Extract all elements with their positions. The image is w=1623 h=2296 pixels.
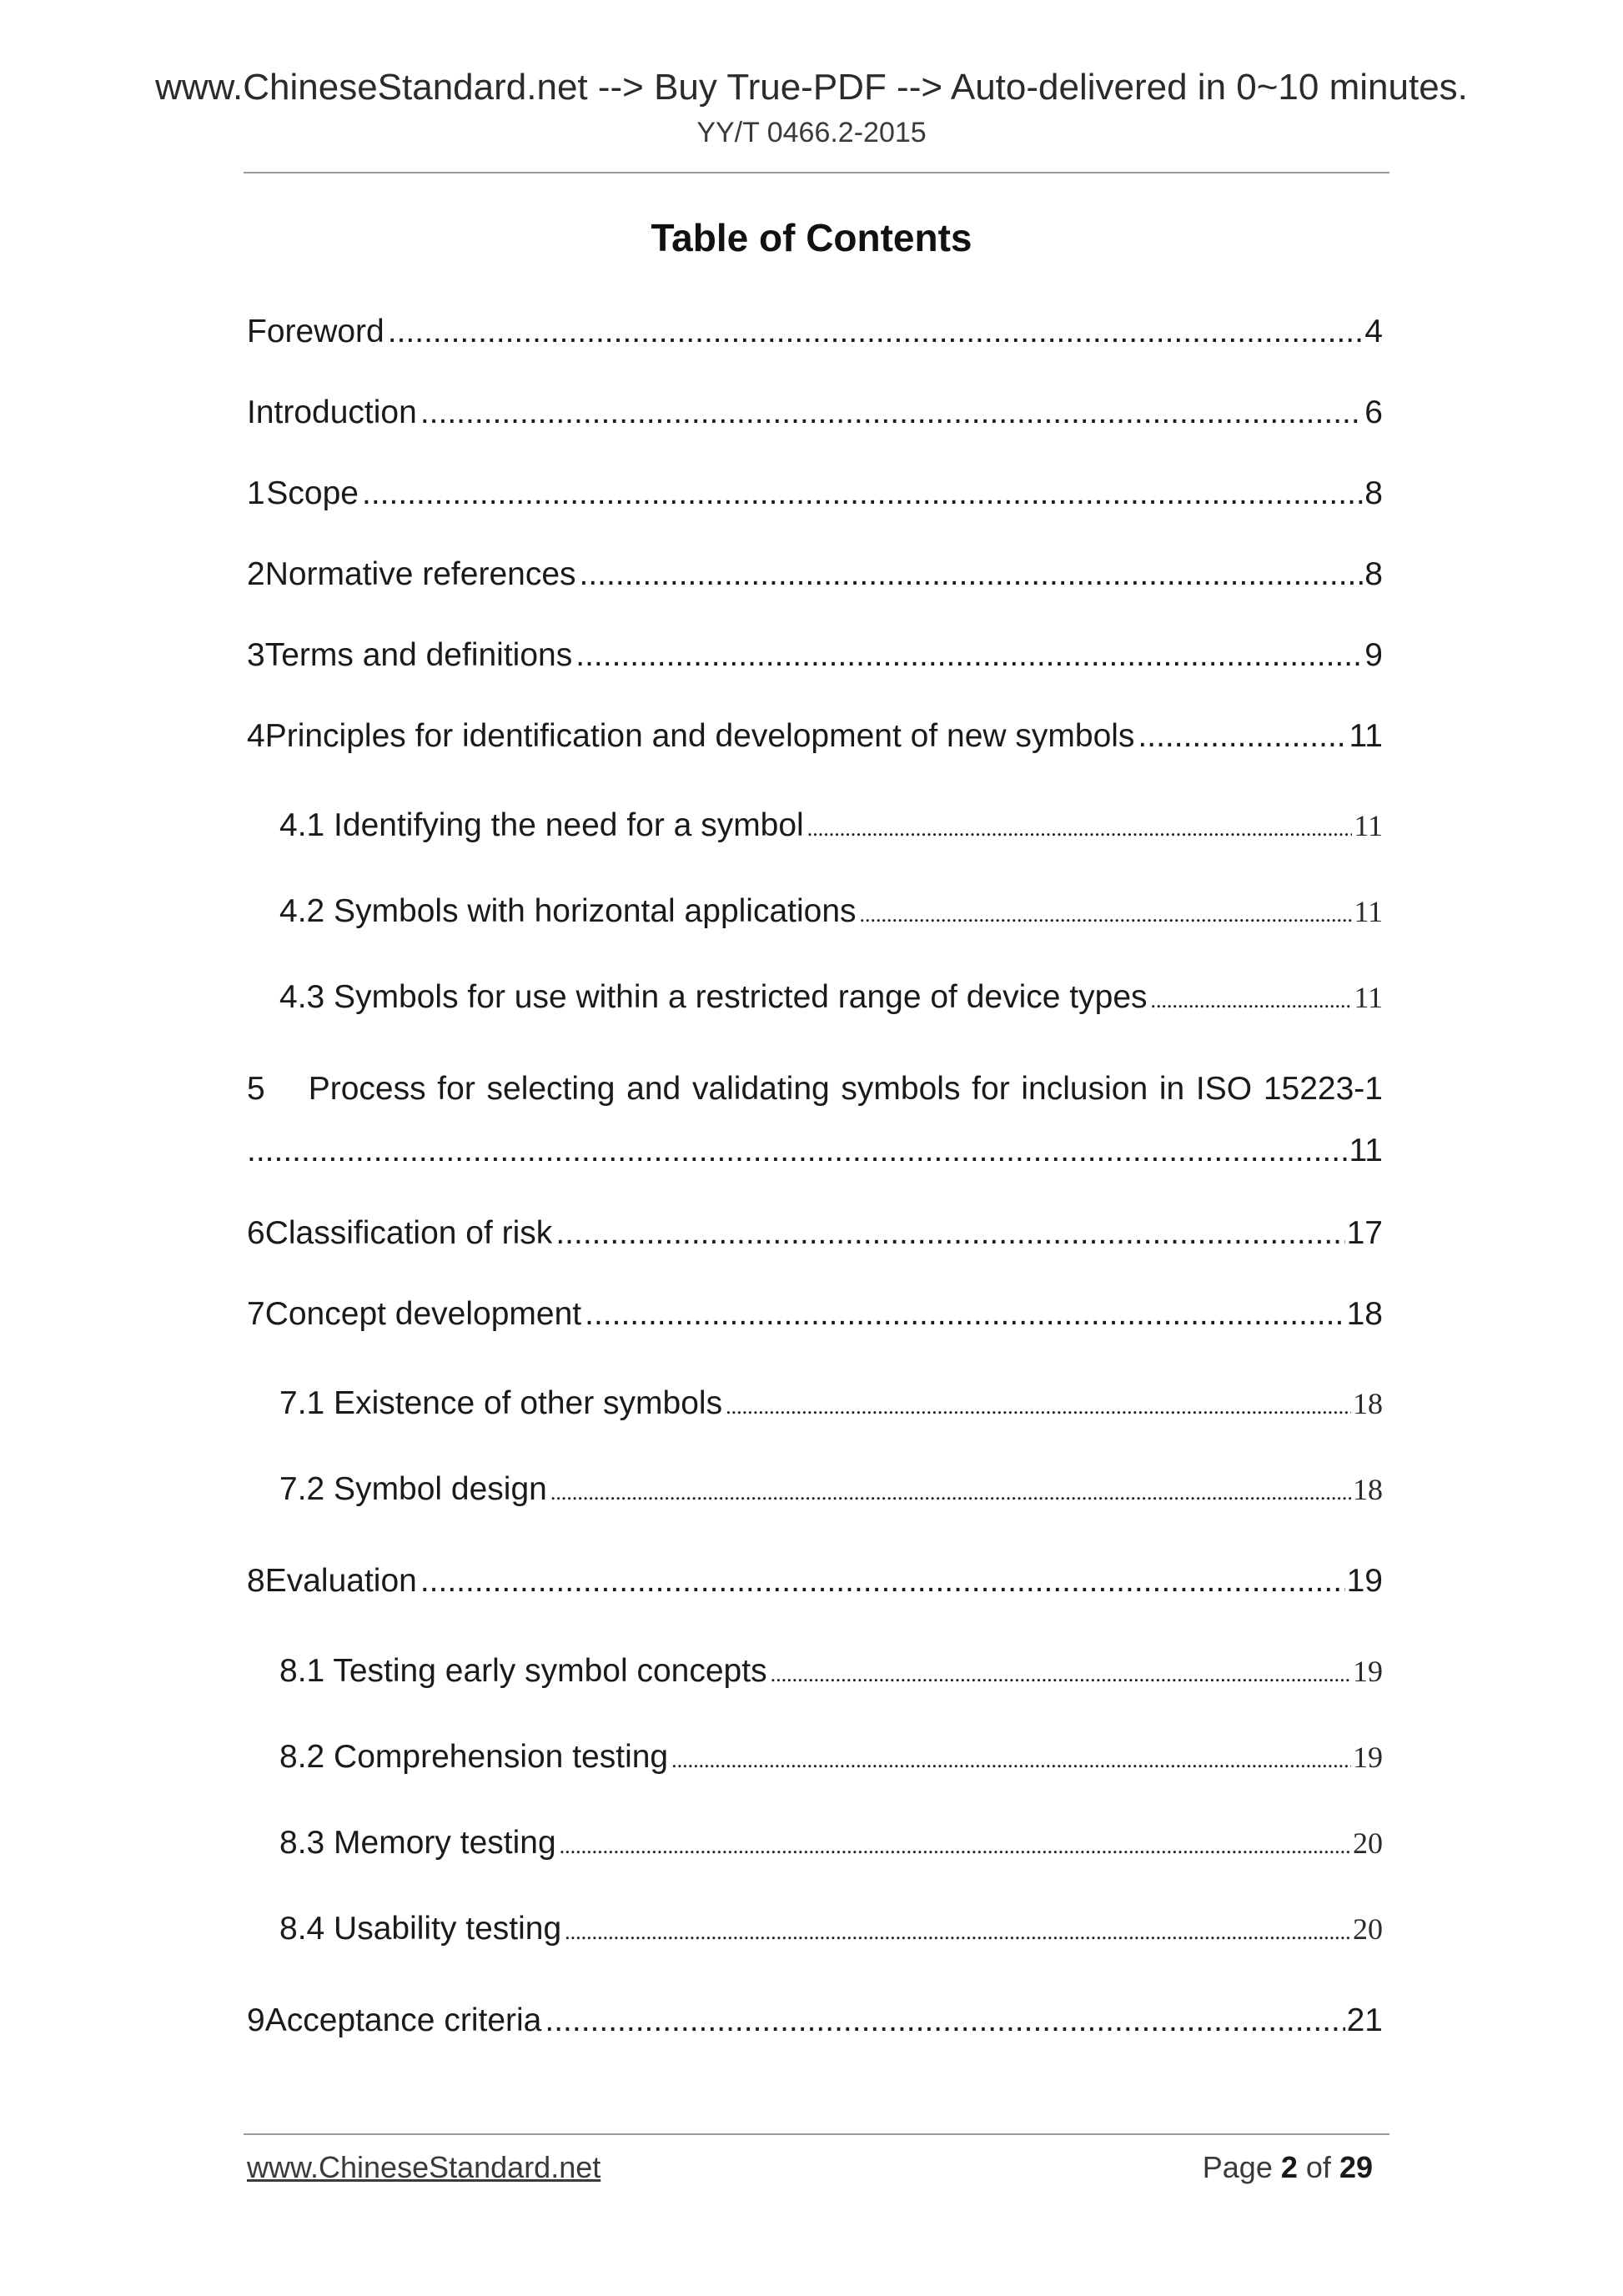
page-current: 2 (1280, 2150, 1298, 2184)
toc-title: Table of Contents (651, 216, 972, 259)
toc-entry-concept-development[interactable] (247, 1289, 1383, 1339)
footer-site-link[interactable]: www.ChineseStandard.net (247, 2150, 601, 2184)
toc-leader (580, 550, 1364, 600)
toc-page-number: 11 (1349, 1133, 1383, 1168)
toc-entry-label: 4.2 Symbols with horizontal applications (279, 893, 857, 929)
toc-page-number: 19 (1346, 1563, 1383, 1599)
toc-entry-label: Principles for identification and development of new symbols (264, 718, 1135, 754)
toc-entry-acceptance-criteria[interactable] (247, 1996, 1383, 2046)
toc-entry-label: Classification of risk (264, 1215, 553, 1251)
toc-leader (671, 1736, 1351, 1786)
toc-section-number: 8 (247, 1563, 265, 1599)
toc-leader (860, 890, 1353, 940)
toc-page-number: 17 (1346, 1215, 1383, 1251)
toc-page-number: 19 (1353, 1741, 1383, 1774)
toc-entry-8-3[interactable] (279, 1818, 1383, 1868)
toc-entry-word: for (437, 1071, 475, 1107)
toc-leader (550, 1468, 1351, 1518)
toc-entry-terms-definitions[interactable] (247, 631, 1383, 681)
toc-entry-8-2[interactable] (279, 1732, 1383, 1782)
toc-entry-word: ISO (1195, 1071, 1253, 1107)
toc-page-number: 20 (1353, 1826, 1383, 1860)
toc-leader (771, 1650, 1351, 1700)
toc-entry-8-4[interactable] (279, 1904, 1383, 1954)
standard-code: YY/T 0466.2-2015 (696, 117, 927, 148)
toc-entry-4-2[interactable] (279, 887, 1383, 937)
toc-section-number: 4 (247, 718, 265, 754)
toc-entry-label: 4.1 Identifying the need for a symbol (279, 807, 804, 843)
toc-entry-8-1[interactable] (279, 1646, 1383, 1696)
toc-entry-label: Foreword (247, 314, 384, 349)
toc-page-number: 4 (1364, 314, 1383, 349)
toc-entry-classification-risk[interactable] (247, 1208, 1383, 1259)
toc-entry-label: 8.3 Memory testing (279, 1825, 556, 1861)
toc-leader (420, 1556, 1345, 1606)
page-of: of (1305, 2150, 1331, 2184)
toc-entry-process-line1[interactable] (247, 1064, 1383, 1114)
toc-page-number: 21 (1346, 2002, 1383, 2038)
toc-section-number: 7 (247, 1296, 265, 1332)
toc-section-number: 9 (247, 2002, 265, 2038)
toc-entry-label: 7.2 Symbol design (279, 1471, 547, 1507)
toc-entry-label: Acceptance criteria (264, 2002, 542, 2038)
toc-page-number: 18 (1346, 1296, 1383, 1332)
toc-entry-word: 15223-1 (1263, 1071, 1383, 1107)
toc-page-number: 18 (1353, 1473, 1383, 1506)
toc-entry-process-line2[interactable] (247, 1126, 1383, 1176)
toc-leader (585, 1289, 1344, 1339)
toc-leader (555, 1208, 1344, 1259)
toc-page-number: 11 (1349, 718, 1383, 754)
toc-leader (388, 307, 1364, 357)
toc-entry-label: 8.1 Testing early symbol concepts (279, 1653, 767, 1689)
toc-entry-word: for (972, 1071, 1010, 1107)
toc-leader (545, 1996, 1344, 2046)
toc-leader (1138, 711, 1347, 761)
toc-section-number: 1 (247, 475, 265, 511)
toc-page-number: 11 (1354, 809, 1383, 842)
toc-entry-scope[interactable] (247, 469, 1383, 519)
toc-section-number: 2 (247, 556, 265, 592)
toc-section-number: 3 (247, 637, 265, 673)
toc-page-number: 8 (1364, 475, 1383, 511)
toc-leader (420, 388, 1363, 438)
toc-page-number: 18 (1353, 1387, 1383, 1420)
toc-leader (807, 804, 1353, 854)
toc-entry-4-1[interactable] (279, 801, 1383, 851)
toc-entry-label: Terms and definitions (264, 637, 573, 673)
header-divider (244, 172, 1389, 173)
toc-entry-evaluation[interactable] (247, 1556, 1383, 1606)
toc-entry-word: inclusion (1021, 1071, 1148, 1107)
toc-leader (726, 1382, 1351, 1432)
toc-entry-normative-references[interactable] (247, 550, 1383, 600)
toc-entry-4-3[interactable] (279, 972, 1383, 1022)
toc-entry-word: and (626, 1071, 681, 1107)
page-prefix: Page (1202, 2150, 1273, 2184)
toc-entry-introduction[interactable] (247, 388, 1383, 438)
toc-page-number: 11 (1354, 895, 1383, 928)
toc-leader (1151, 976, 1353, 1026)
toc-entry-7-2[interactable] (279, 1465, 1383, 1515)
toc-leader (247, 1126, 1348, 1176)
toc-entry-label: Introduction (247, 394, 417, 430)
toc-page-number: 9 (1364, 637, 1383, 673)
toc-leader (560, 1821, 1351, 1871)
toc-entry-word: symbols (841, 1071, 961, 1107)
toc-page-number: 8 (1364, 556, 1383, 592)
toc-page-number: 19 (1353, 1655, 1383, 1688)
header-banner: www.ChineseStandard.net --> Buy True-PDF --> Auto-delivered in 0~10 minutes. (155, 67, 1468, 108)
toc-leader (362, 469, 1363, 519)
footer-page-indicator (1203, 2150, 1373, 2185)
toc-entry-label: Scope (266, 475, 359, 511)
page-total: 29 (1339, 2150, 1373, 2184)
toc-entry-word: selecting (486, 1071, 616, 1107)
toc-leader (575, 631, 1363, 681)
toc-entry-label: Normative references (264, 556, 576, 592)
toc-leader (565, 1907, 1351, 1957)
toc-entry-label: 7.1 Existence of other symbols (279, 1385, 723, 1421)
toc-entry-7-1[interactable] (279, 1379, 1383, 1429)
toc-page-number: 6 (1364, 394, 1383, 430)
footer-divider (244, 2133, 1389, 2135)
toc-entry-label: 4.3 Symbols for use within a restricted range of device types (279, 979, 1148, 1015)
toc-entry-foreword[interactable] (247, 307, 1383, 357)
toc-page-number: 20 (1353, 1912, 1383, 1946)
toc-entry-label: 8.4 Usability testing (279, 1911, 562, 1947)
toc-section-number: 6 (247, 1215, 265, 1251)
toc-page-number: 11 (1354, 981, 1383, 1014)
toc-entry-word: Process (308, 1071, 426, 1107)
toc-entry-principles[interactable] (247, 711, 1383, 761)
toc-entry-label: Evaluation (264, 1563, 417, 1599)
toc-entry-label: 8.2 Comprehension testing (279, 1739, 669, 1775)
toc-section-number: 5 (247, 1071, 265, 1107)
toc-entry-word: in (1158, 1071, 1185, 1107)
toc-entry-word: validating (691, 1071, 830, 1107)
toc-entry-label: Concept development (264, 1296, 582, 1332)
